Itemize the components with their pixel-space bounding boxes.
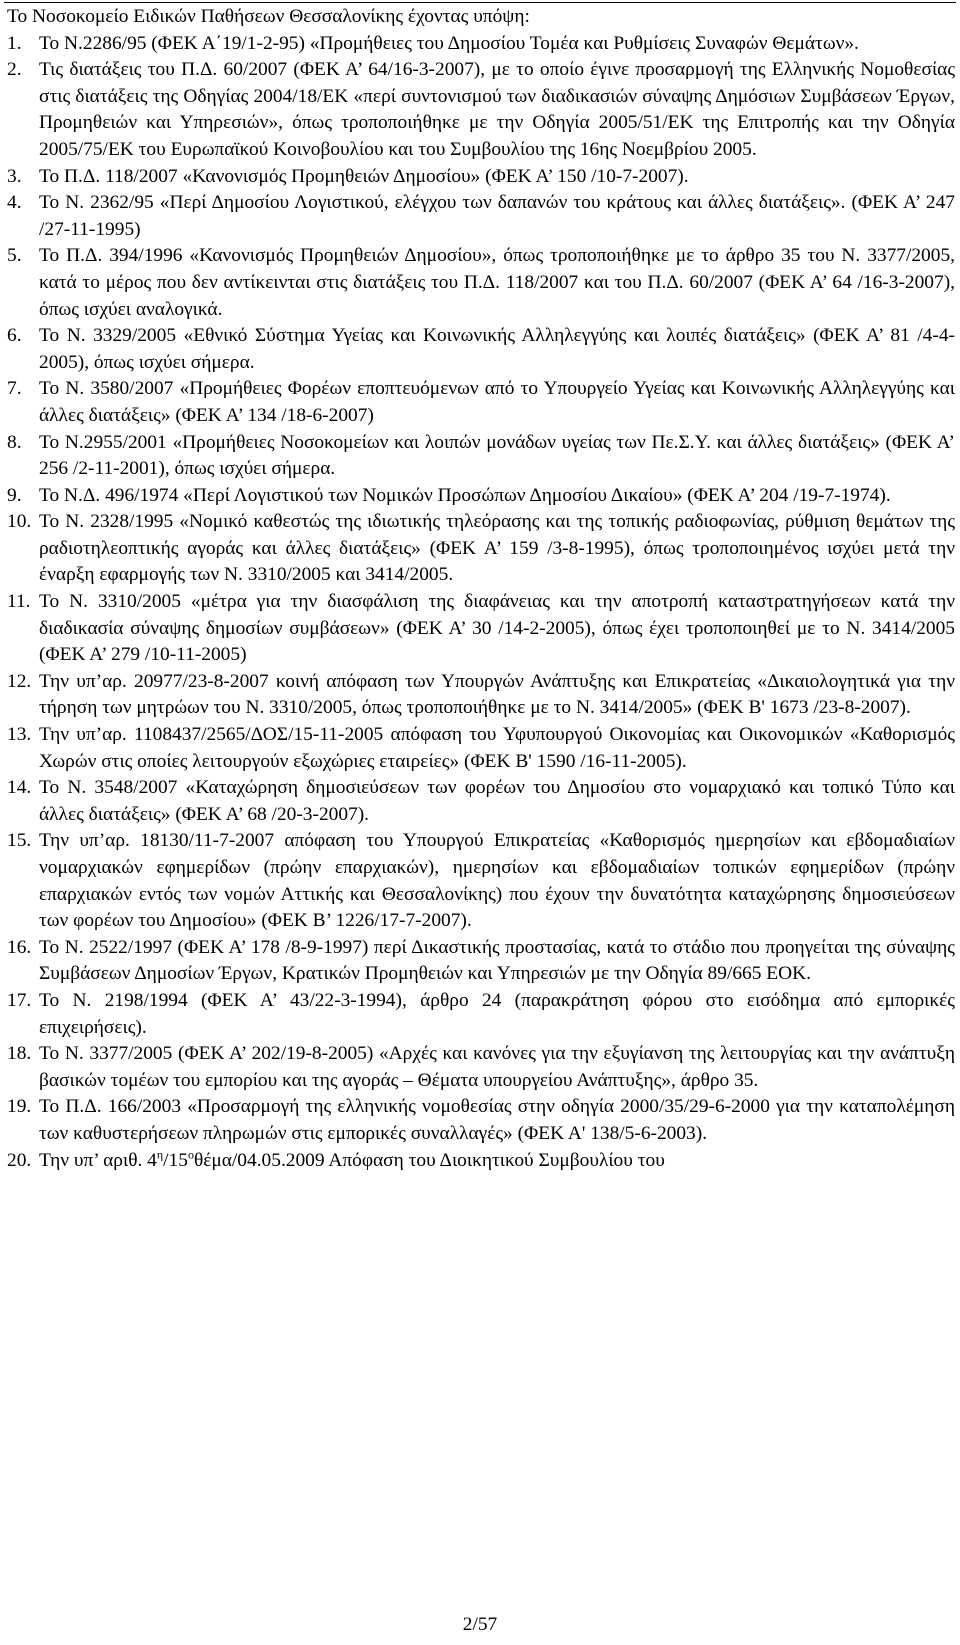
list-item-text: Την υπ’αρ. 18130/11-7-2007 απόφαση του Υπουργού Επικρατείας «Καθορισμός ημερησίων και εβδομαδιαίων νομαρχιακών εφημερίδων (πρώην επαρχιακών), ημερησίων και εβδομαδιαίων τοπικών εφημερίδων (πρώην επαρχιακών εντός των νομών Αττικής και Θεσσαλονίκης) που έχουν την δυνατότητα καταχώρησης δημοσιεύσεων των φορέων του Δημοσίου» (ΦΕΚ Β’ 1226/17-7-2007). [39, 830, 955, 932]
list-item-number: 10. [7, 511, 32, 533]
superscript-ordinal: η [156, 1147, 164, 1162]
list-item-text: Την υπ’αρ. 20977/23-8-2007 κοινή απόφαση των Υπουργών Ανάπτυξης και Επικρατείας «Δικαιολογητικά για την τήρηση των μητρώων του Ν. 3310/2005, όπως τροποποιήθηκε με το Ν. 3414/2005» (ΦΕΚ Β' 1673 /23-8-2007). [39, 670, 955, 719]
list-item [7, 483, 955, 510]
list-item-text: Το Ν. 2198/1994 (ΦΕΚ Α’ 43/22-3-1994), άρθρο 24 (παρακράτηση φόρου στο εισόδημα από εμπορικές επιχειρήσεις). [39, 989, 955, 1038]
list-item [7, 323, 955, 376]
list-item-text: Το Ν.2286/95 (ΦΕΚ Α΄19/1-2-95) «Προμήθειες του Δημοσίου Τομέα και Ρυθμίσεις Συναφών Θεμάτων». [39, 32, 859, 54]
list-item-number: 13. [7, 724, 32, 746]
intro-line: Το Νοσοκομείο Ειδικών Παθήσεων Θεσσαλονίκης έχοντας υπόψη: [7, 6, 530, 27]
list-item-number: 8. [7, 431, 22, 453]
list-item [7, 775, 955, 828]
superscript-ordinal: ο [187, 1147, 194, 1162]
list-item-number: 12. [7, 670, 32, 692]
legislation-list [7, 31, 955, 1148]
list-item-number: 1. [7, 32, 22, 54]
list-item-number: 6. [7, 325, 22, 347]
list-item-text: Το Ν.2955/2001 «Προμήθειες Νοσοκομείων και λοιπών μονάδων υγείας των Πε.Σ.Υ. και άλλες διατάξεις» (ΦΕΚ Α’ 256 /2-11-2001), όπως ισχύει σήμερα. [39, 431, 955, 480]
list-item [7, 190, 955, 243]
list-item-text: Την υπ’ αριθ. $4^\eta/15^o\theta έ\mu\alpha/04.05.2009$ Απόφαση του Διοικητικού Συμβουλίου του [39, 1147, 665, 1171]
list-item-number: 9. [7, 484, 22, 506]
list-item-number: 3. [7, 165, 22, 187]
list-item [7, 31, 955, 58]
list-item [7, 828, 955, 934]
list-item [7, 430, 955, 483]
list-item-number: 14. [7, 777, 32, 799]
list-item-last [7, 1148, 955, 1175]
list-item [7, 935, 955, 988]
list-item-number: 16. [7, 936, 32, 958]
list-item-text: Τις διατάξεις του Π.Δ. 60/2007 (ΦΕΚ Α’ 64/16-3-2007), με το οποίο έγινε προσαρμογή της Ελληνικής Νομοθεσίας στις διατάξεις της Οδηγίας 2004/18/ΕΚ «περί συντονισμού των διαδικασιών σύναψης Δημόσιων Συμβάσεων Έργων, Προμηθειών και Υπηρεσιών», όπως τροποποιήθηκε με την Οδηγία 2005/51/ΕΚ της Επιτροπής και την Οδηγία 2005/75/ΕΚ του Ευρωπαϊκού Κοινοβουλίου και του Συμβουλίου της 16ης Νοεμβρίου 2005. [39, 59, 955, 160]
list-item-text: Το Ν. 3580/2007 «Προμήθειες Φορέων εποπτευόμενων από το Υπουργείο Υγείας και Κοινωνικής Αλληλεγγύης και άλλες διατάξεις» (ΦΕΚ Α’ 134 /18-6-2007) [39, 378, 955, 426]
document-body [7, 4, 955, 1174]
list-item-text: Το Ν. 3377/2005 (ΦΕΚ Α’ 202/19-8-2005) «Αρχές και κανόνες για την εξυγίανση της λειτουργίας και την ανάπτυξη βασικών τομέων του εμπορίου και της αγοράς – Θέματα υπουργείου Ανάπτυξης», άρθρο 35. [39, 1043, 955, 1091]
list-item-text: Το Π.Δ. 394/1996 «Κανονισμός Προμηθειών Δημοσίου», όπως τροποποιήθηκε με το άρθρο 35 του Ν. 3377/2005, κατά το μέρος που δεν αντίκεινται στις διατάξεις του Π.Δ. 118/2007 και του Π.Δ. 60/2007 (ΦΕΚ Α’ 64 /16-3-2007), όπως ισχύει αναλογικά. [39, 245, 955, 320]
list-item-text: Το Π.Δ. 166/2003 «Προσαρμογή της ελληνικής νομοθεσίας στην οδηγία 2000/35/29-6-2000 για την καταπολέμηση των καθυστερήσεων πληρωμών στις εμπορικές συναλλαγές» (ΦΕΚ Α' 138/5-6-2003). [39, 1096, 955, 1144]
list-item-number: 7. [7, 378, 22, 400]
list-item-text: Την υπ’αρ. 1108437/2565/ΔΟΣ/15-11-2005 απόφαση του Υφυπουργού Οικονομίας και Οικονομικών «Καθορισμός Χωρών στις οποίες λειτουργούν εξωχώριες εταιρείες» (ΦΕΚ Β' 1590 /16-11-2005). [39, 724, 955, 772]
list-item-text: Το Ν. 3329/2005 «Εθνικό Σύστημα Υγείας και Κοινωνικής Αλληλεγγύης και λοιπές διατάξεις» (ΦΕΚ Α’ 81 /4-4-2005), όπως ισχύει σήμερα. [39, 325, 955, 373]
list-item-text: Το Ν. 2362/95 «Περί Δημοσίου Λογιστικού, ελέγχου των δαπανών του κράτους και άλλες διατάξεις». (ΦΕΚ Α’ 247 /27-11-1995) [39, 192, 955, 240]
list-item [7, 1094, 955, 1147]
list-item [7, 57, 955, 163]
list-item-text: Το Π.Δ. 118/2007 «Κανονισμός Προμηθειών Δημοσίου» (ΦΕΚ Α’ 150 /10-7-2007). [39, 165, 689, 187]
list-item-number: 17. [7, 989, 32, 1011]
top-rule [4, 2, 956, 3]
list-item-number: 4. [7, 192, 22, 214]
page-number: 2/57 [462, 1614, 498, 1635]
list-item-number: 11. [7, 591, 31, 613]
list-item [7, 509, 955, 589]
list-item [7, 164, 955, 191]
list-item-text: Το Ν. 3548/2007 «Καταχώρηση δημοσιεύσεων των φορέων του Δημοσίου στο νομαρχιακό και τοπικό Τύπο και άλλες διατάξεις» (ΦΕΚ Α’ 68 /20-3-2007). [39, 777, 955, 825]
list-item-number: 2. [7, 59, 22, 81]
list-item-text: Το Ν. 3310/2005 «μέτρα για την διασφάλιση της διαφάνειας και την αποτροπή καταστρατηγήσεων κατά την διαδικασία σύναψης δημοσίων συμβάσεων» (ΦΕΚ Α’ 30 /14-2-2005), όπως έχει τροποποιηθεί με το Ν. 3414/2005 (ΦΕΚ Α’ 279 /10-11-2005) [39, 591, 955, 666]
list-item-number: 19. [7, 1096, 32, 1118]
list-item-text: Το Ν.Δ. 496/1974 «Περί Λογιστικού των Νομικών Προσώπων Δημοσίου Δικαίου» (ΦΕΚ Α’ 204 /19-7-1974). [39, 484, 891, 506]
list-item [7, 669, 955, 722]
list-item-number: 5. [7, 245, 22, 267]
list-item-number: 15. [7, 830, 32, 852]
list-item [7, 243, 955, 323]
list-item-number: 20. [7, 1149, 32, 1171]
list-item-text: Το Ν. 2328/1995 «Νομικό καθεστώς της ιδιωτικής τηλεόρασης και της τοπικής ραδιοφωνίας, ρύθμιση θεμάτων της ραδιοτηλεοπτικής αγοράς και άλλες διατάξεις» (ΦΕΚ Α’ 159 /3-8-1995), όπως τροποποιημένος ισχύει μετά την έναρξη εφαρμογής των Ν. 3310/2005 και 3414/2005. [39, 511, 955, 586]
list-item-text: Το Ν. 2522/1997 (ΦΕΚ Α’ 178 /8-9-1997) περί Δικαστικής προστασίας, κατά το στάδιο που προηγείται της σύναψης Συμβάσεων Δημοσίων Έργων, Κρατικών Προμηθειών και Υπηρεσιών με την Οδηγία 89/665 ΕΟΚ. [39, 936, 955, 985]
list-item [7, 1041, 955, 1094]
list-item [7, 988, 955, 1041]
list-item [7, 589, 955, 669]
list-item-number: 18. [7, 1043, 32, 1065]
list-item [7, 376, 955, 429]
list-item [7, 722, 955, 775]
